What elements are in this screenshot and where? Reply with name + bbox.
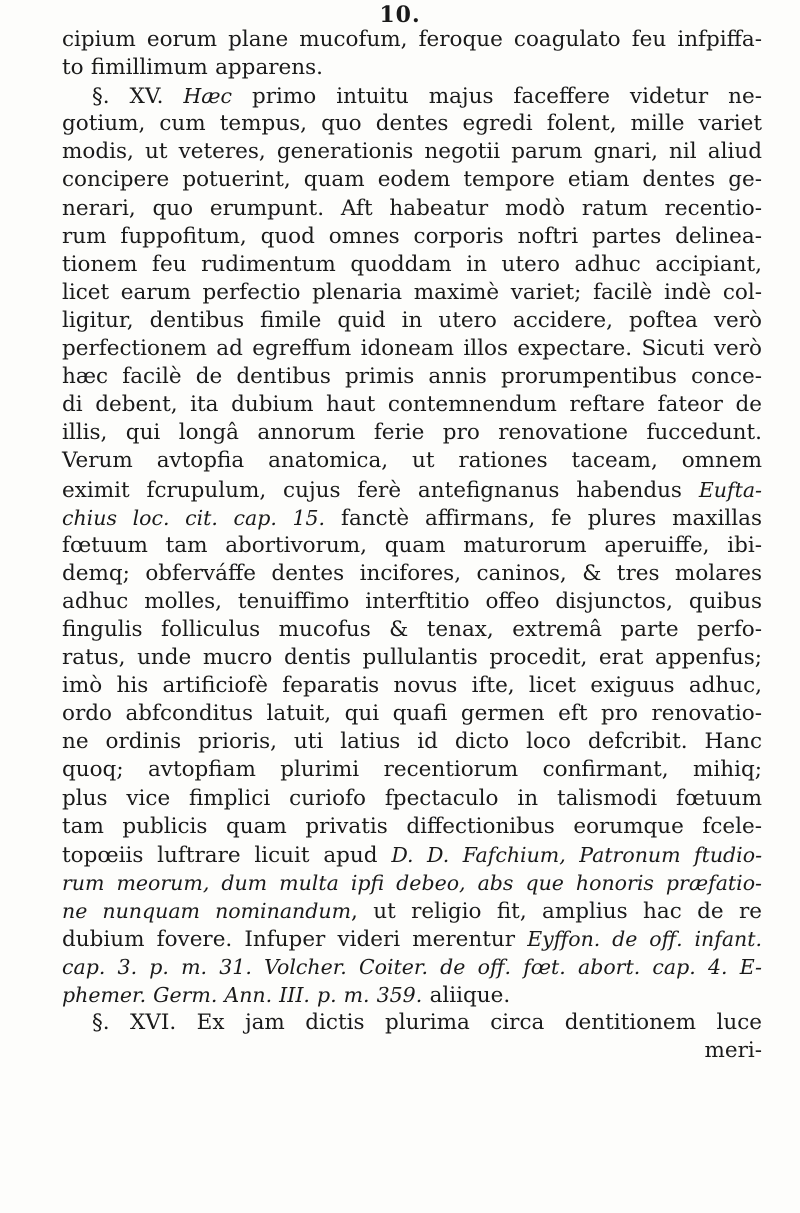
roman-text: adhuc molles, tenuiffimo interftitio offeo disjunctos, quibus (62, 588, 762, 614)
body-text (62, 26, 762, 1065)
roman-text: plus vice fimplici curiofo fpectaculo in talismodi fœtuum (62, 785, 762, 811)
roman-text: tionem feu rudimentum quoddam in utero adhuc accipiant, (62, 251, 762, 277)
text-line (62, 110, 762, 138)
text-line (62, 897, 762, 925)
roman-text: dubium fovere. Infuper videri merentur (62, 927, 528, 952)
text-line (62, 953, 762, 981)
text-line (62, 166, 762, 194)
roman-text: §. XVI. Ex jam dictis plurima circa dentitionem luce (92, 1010, 762, 1036)
italic-text: cap. 3. p. m. 31. Volcher. Coiter. de off. fœt. abort. cap. 4. E- (62, 955, 762, 980)
italic-text: Eyffon. de off. infant. (527, 927, 763, 951)
text-line (62, 279, 762, 307)
text-line (62, 644, 762, 672)
roman-text: perfectionem ad egreffum idoneam illos expectare. Sicuti verò (62, 336, 762, 362)
roman-text: eximit fcrupulum, cujus ferè antefignanus habendus (62, 477, 699, 503)
italic-text: Eufta- (698, 477, 762, 502)
page-number: 10. (379, 2, 421, 28)
text-line (62, 560, 762, 588)
roman-text: rum fuppofitum, quod omnes corporis noftri partes delinea- (62, 223, 762, 249)
roman-text: ratus, unde mucro dentis pullulantis procedit, erat appenfus; (62, 645, 762, 671)
text-line (62, 1037, 762, 1065)
roman-text: to fimillimum apparens. (62, 55, 323, 81)
text-line (62, 925, 762, 953)
text-line (62, 476, 762, 504)
text-line (62, 251, 762, 279)
roman-text: ligitur, dentibus fimile quid in utero accidere, poftea verò (62, 307, 762, 333)
roman-text: hæc facilè de dentibus primis annis prorumpentibus conce- (62, 364, 762, 390)
text-line (62, 223, 762, 251)
text-line (62, 138, 762, 166)
roman-text: §. XV. (92, 84, 184, 110)
roman-text: quoq; avtopfiam plurimi recentiorum confirmant, mihiq; (62, 757, 762, 783)
italic-text: ne nunquam nominandum (62, 898, 352, 923)
roman-text: illis, qui longâ annorum ferie pro renovatione fuccedunt. (62, 420, 762, 446)
text-line (62, 700, 762, 728)
roman-text: fœtuum tam abortivorum, quam maturorum aperuiffe, ibi- (62, 532, 762, 558)
italic-text: Hæc (183, 84, 233, 109)
roman-text: demq; obferváffe dentes incifores, caninos, & tres molares (62, 560, 762, 586)
roman-text: aliique. (422, 983, 511, 1009)
roman-text: , ut religio fit, amplius hac de re (351, 898, 762, 924)
roman-text: licet earum perfectio plenaria maximè variet; facilè indè col- (62, 279, 762, 305)
text-line (62, 504, 762, 532)
italic-text: rum meorum, dum multa ipfi debeo, abs que honoris præfatio- (62, 870, 762, 895)
roman-text: meri- (704, 1038, 762, 1064)
roman-text: gotium, cum tempus, quo dentes egredi folent, mille variet (62, 111, 762, 137)
text-line (62, 813, 762, 841)
roman-text: concipere potuerint, quam eodem tempore etiam dentes ge- (62, 167, 762, 193)
roman-text: fingulis folliculus mucofus & tenax, extremâ parte perfo- (62, 616, 762, 642)
italic-text: phemer. Germ. Ann. III. p. m. 359. (62, 983, 423, 1008)
text-line (62, 82, 762, 110)
text-line (62, 532, 762, 560)
text-line (62, 785, 762, 813)
text-line (62, 419, 762, 447)
text-line (62, 1009, 762, 1037)
roman-text: topœiis luftrare licuit apud (62, 842, 392, 868)
text-line (62, 195, 762, 223)
roman-text: fanctè affirmans, fe plures maxillas (325, 505, 762, 531)
roman-text: cipium eorum plane mucofum, feroque coagulato feu infpiffa- (62, 27, 762, 52)
roman-text: primo intuitu majus faceffere videtur ne- (232, 84, 762, 110)
roman-text: di debent, ita dubium haut contemnendum reftare fateor de (62, 392, 762, 418)
text-line (62, 728, 762, 756)
roman-text: nerari, quo erumpunt. Aft habeatur modò ratum recentio- (62, 195, 762, 221)
text-line (62, 981, 762, 1009)
italic-text: D. D. Fafchium, Patronum ftudio- (391, 842, 762, 867)
text-line (62, 307, 762, 335)
text-line (62, 756, 762, 784)
roman-text: imò his artificiofè feparatis novus ifte, licet exiguus adhuc, (62, 673, 762, 699)
text-line (62, 672, 762, 700)
text-line (62, 391, 762, 419)
text-line (62, 869, 762, 897)
text-line (62, 335, 762, 363)
text-line (62, 447, 762, 475)
text-line (62, 841, 762, 869)
text-line (62, 54, 762, 82)
roman-text: Verum avtopfia anatomica, ut rationes taceam, omnem (62, 448, 762, 474)
text-line (62, 616, 762, 644)
roman-text: modis, ut veteres, generationis negotii parum gnari, nil aliud (62, 139, 762, 165)
roman-text: ne ordinis prioris, uti latius id dicto loco defcribit. Hanc (62, 729, 762, 755)
text-line (62, 588, 762, 616)
text-line (62, 363, 762, 391)
roman-text: tam publicis quam privatis diffectionibus eorumque fcele- (62, 813, 762, 839)
italic-text: chius loc. cit. cap. 15. (62, 505, 326, 530)
roman-text: ordo abfconditus latuit, qui quafi germen eft pro renovatio- (62, 701, 762, 727)
text-line (62, 26, 762, 54)
